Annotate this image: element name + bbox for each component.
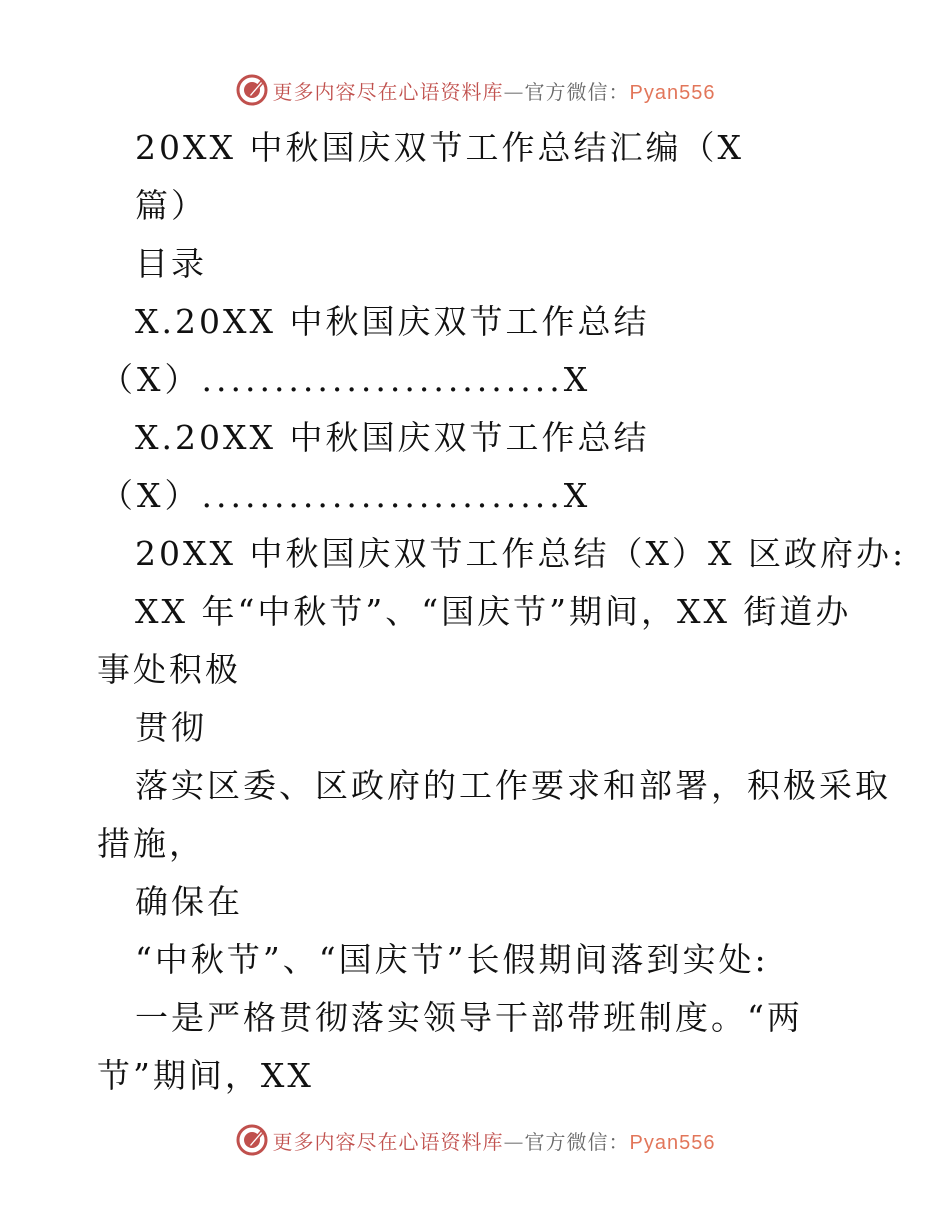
toc-entry-2-leader: （X）.........................X [100,476,592,515]
paragraph-line: 确保在 [135,882,243,921]
toc-entry-1-leader: （X）.........................X [100,360,592,399]
footer-banner [0,1120,950,1160]
pen-circle-logo-icon [235,1123,269,1157]
paragraph-line: 一是严格贯彻落实领导干部带班制度。“两 [135,998,803,1037]
paragraph-line: 节”期间，XX [97,1056,314,1095]
footer-banner-text: 更多内容尽在心语资料库—官方微信：Pyan556 [272,1129,716,1154]
doc-title-line-1: 20XX 中秋国庆双节工作总结汇编（X [135,128,744,167]
pen-circle-logo-icon [235,73,269,107]
toc-entry-2-title: X.20XX 中秋国庆双节工作总结 [135,418,650,457]
paragraph-line: 落实区委、区政府的工作要求和部署，积极采取 [135,766,891,805]
paragraph-line: XX 年“中秋节”、“国庆节”期间，XX 街道办 [135,592,852,631]
toc-entry-1-title: X.20XX 中秋国庆双节工作总结 [135,302,650,341]
section-heading: 20XX 中秋国庆双节工作总结（X）X 区政府办: [135,534,907,573]
paragraph-line: 措施， [97,824,205,863]
paragraph-line: “中秋节”、“国庆节”长假期间落到实处: [135,940,769,979]
doc-title-line-2: 篇） [135,186,207,225]
toc-heading: 目录 [135,244,207,283]
paragraph-line: 贯彻 [135,708,207,747]
header-banner-text: 更多内容尽在心语资料库—官方微信：Pyan556 [272,79,716,104]
paragraph-line: 事处积极 [97,650,241,689]
header-banner [0,70,950,110]
